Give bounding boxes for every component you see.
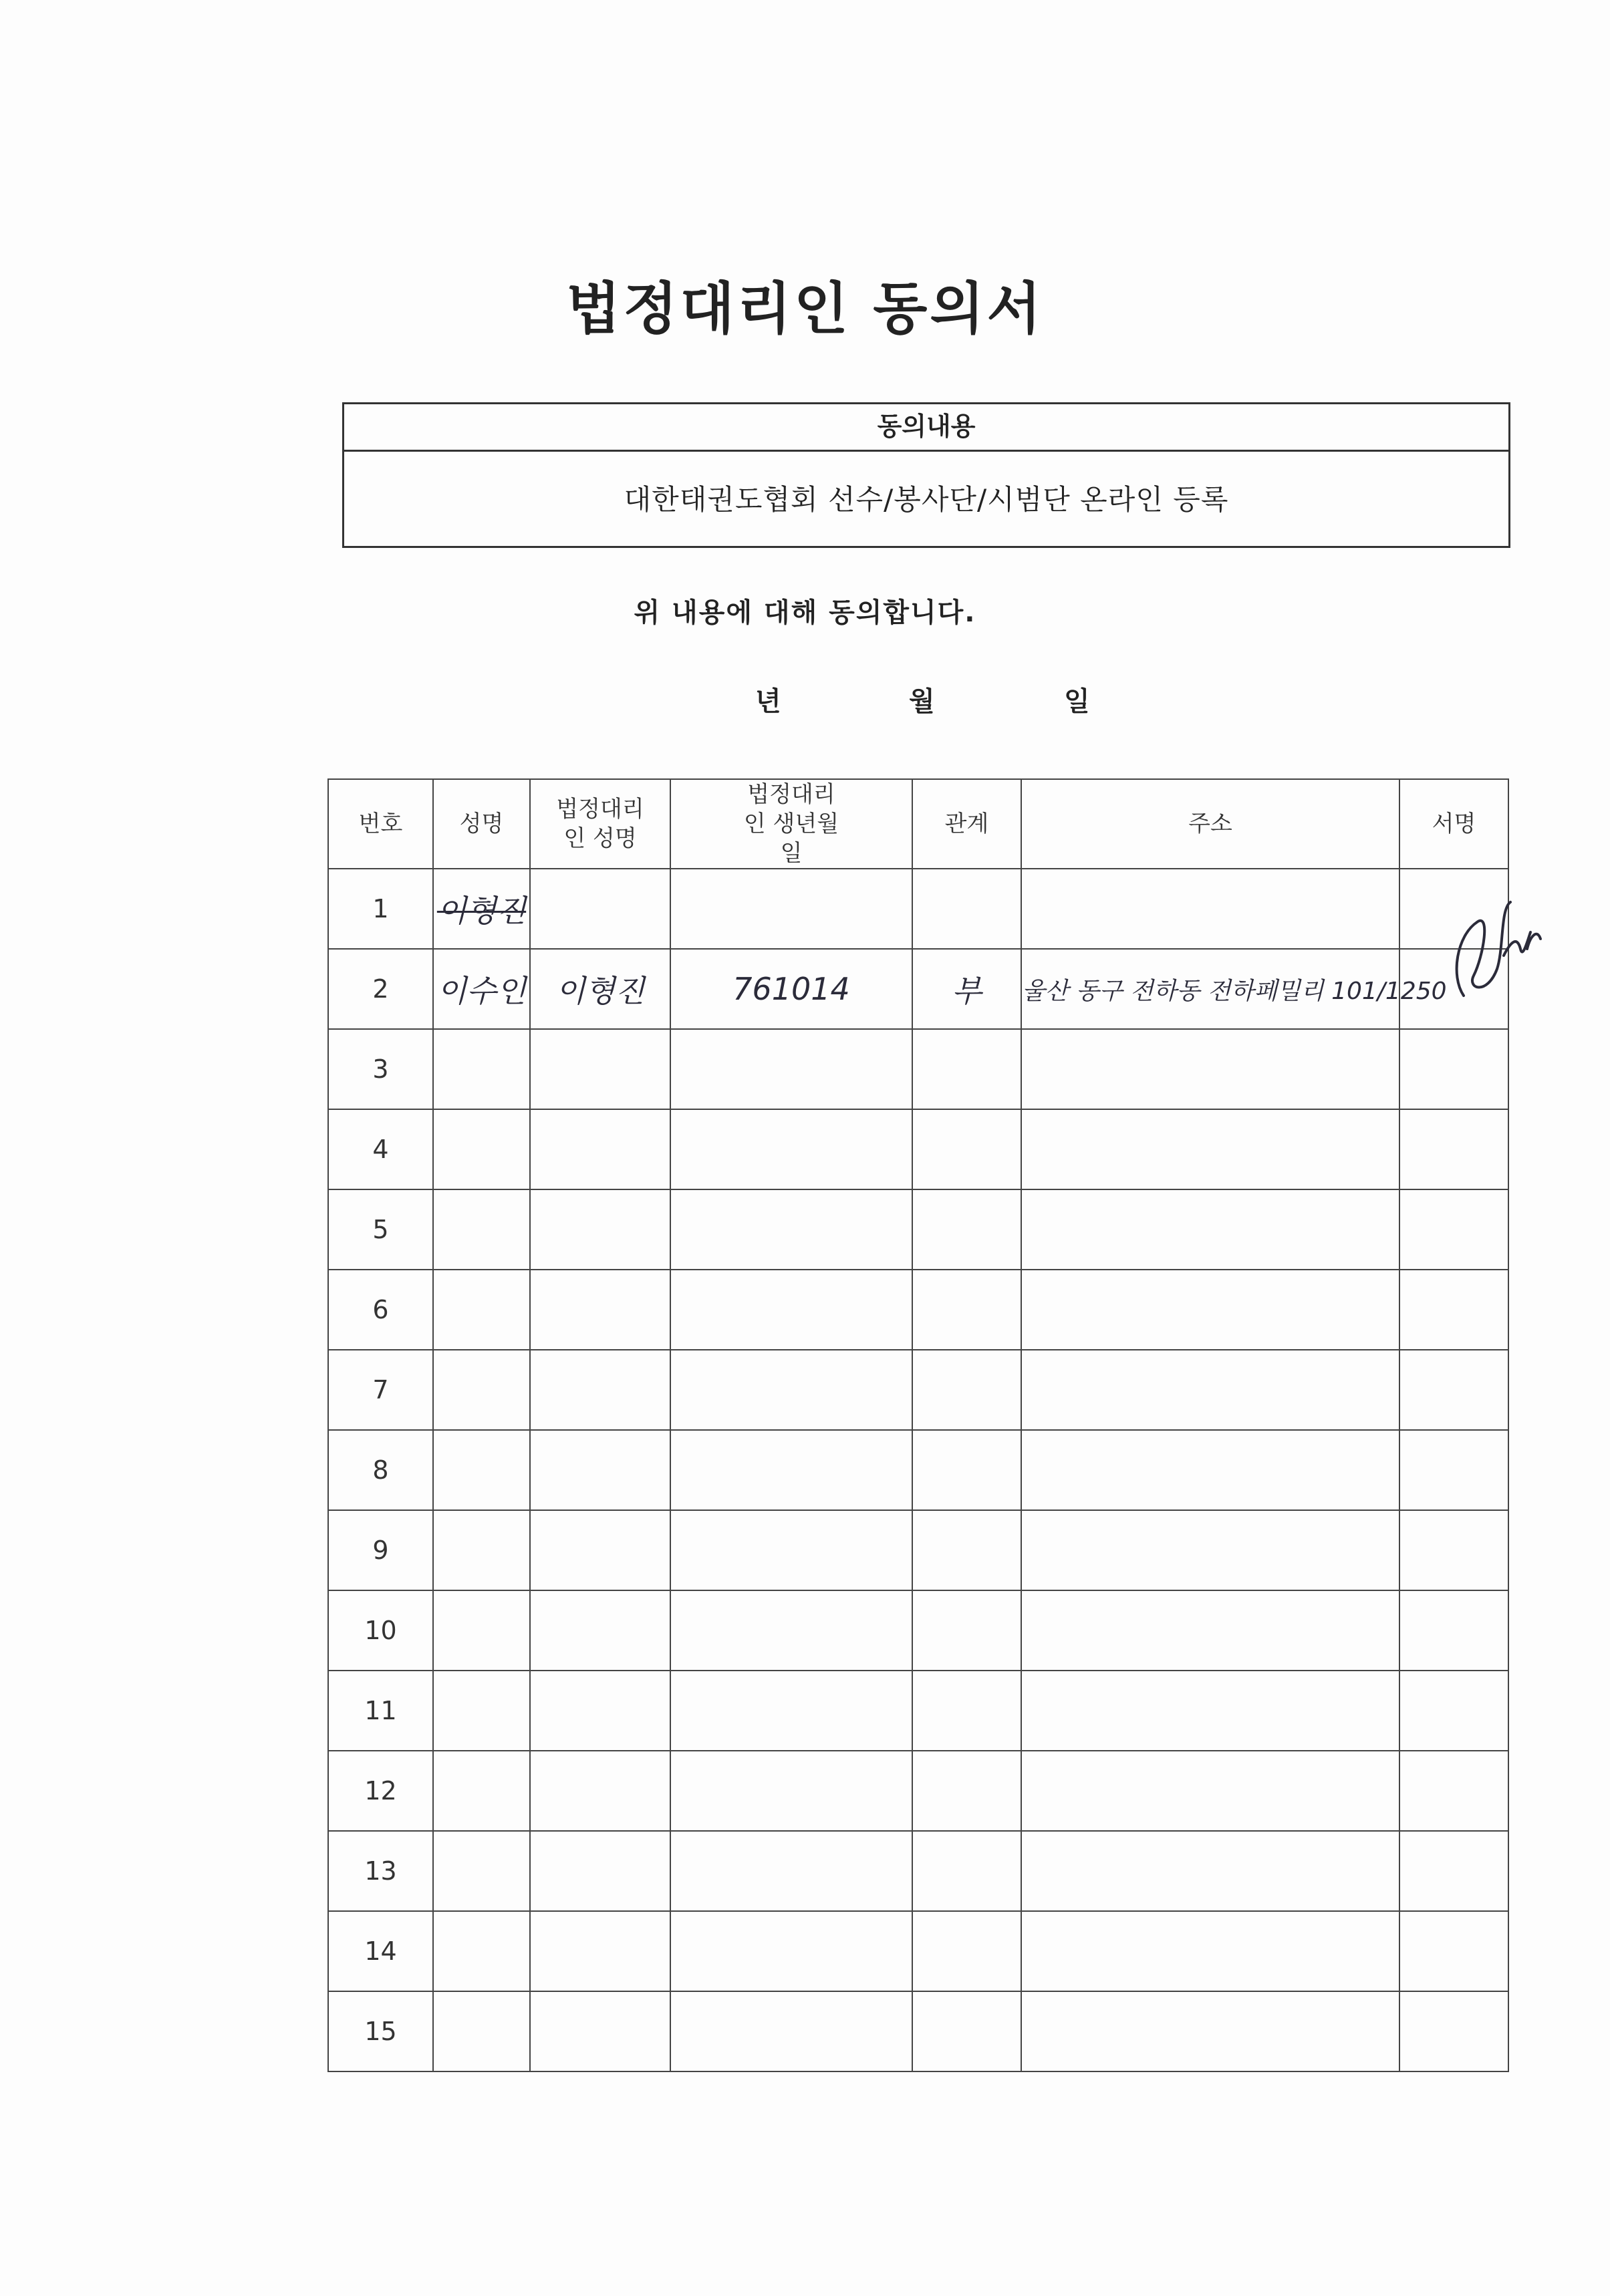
name-value: 이형진 bbox=[436, 893, 527, 929]
cell-signature bbox=[1399, 1911, 1508, 1991]
table-row bbox=[328, 1270, 1508, 1350]
cell-signature bbox=[1399, 1189, 1508, 1270]
cell-name bbox=[433, 1991, 530, 2071]
cell-no bbox=[328, 1109, 433, 1189]
consent-content-box bbox=[342, 402, 1510, 548]
date-day-label: 일 bbox=[1064, 686, 1090, 717]
cell-signature bbox=[1399, 1751, 1508, 1831]
table-row bbox=[328, 1430, 1508, 1510]
cell-relation bbox=[912, 1991, 1021, 2071]
cell-guardian-name bbox=[530, 1270, 670, 1350]
cell-guardian-name bbox=[530, 1189, 670, 1270]
table-row bbox=[328, 1991, 1508, 2071]
cell-name bbox=[433, 1831, 530, 1911]
cell-relation bbox=[912, 1270, 1021, 1350]
cell-address bbox=[1021, 1350, 1399, 1430]
cell-no bbox=[328, 1350, 433, 1430]
cell-address bbox=[1021, 1109, 1399, 1189]
cell-relation bbox=[912, 1831, 1021, 1911]
cell-address bbox=[1021, 1029, 1399, 1109]
header-guardian-name bbox=[530, 779, 670, 869]
cell-guardian-birth bbox=[670, 1109, 912, 1189]
cell-signature bbox=[1399, 1991, 1508, 2071]
header-guardian-name-label: 법정대리인 성명 bbox=[556, 796, 644, 852]
no-value: 5 bbox=[372, 1215, 389, 1244]
consent-content-body: 대한태권도협회 선수/봉사단/시범단 온라인 등록 bbox=[624, 483, 1229, 516]
no-value: 6 bbox=[372, 1295, 389, 1324]
table-row bbox=[328, 1590, 1508, 1671]
table-row bbox=[328, 1350, 1508, 1430]
cell-address bbox=[1021, 1590, 1399, 1671]
cell-name bbox=[433, 869, 530, 949]
cell-relation bbox=[912, 1911, 1021, 1991]
relation-value: 부 bbox=[952, 973, 982, 1009]
header-guardian-birth bbox=[670, 779, 912, 869]
no-value: 10 bbox=[364, 1616, 397, 1645]
header-signature: 서명 bbox=[1399, 779, 1508, 869]
cell-relation bbox=[912, 1109, 1021, 1189]
cell-signature bbox=[1399, 1831, 1508, 1911]
date-month-label: 월 bbox=[909, 686, 935, 717]
cell-name bbox=[433, 1751, 530, 1831]
cell-name bbox=[433, 1590, 530, 1671]
cell-name bbox=[433, 1029, 530, 1109]
no-value: 3 bbox=[372, 1054, 389, 1084]
cell-address bbox=[1021, 1831, 1399, 1911]
cell-relation bbox=[912, 1189, 1021, 1270]
cell-guardian-name bbox=[530, 1751, 670, 1831]
cell-guardian-name bbox=[530, 1911, 670, 1991]
no-value: 12 bbox=[364, 1776, 397, 1806]
cell-name bbox=[433, 1911, 530, 1991]
cell-guardian-birth bbox=[670, 1430, 912, 1510]
cell-guardian-birth bbox=[670, 1029, 912, 1109]
cell-address bbox=[1021, 1671, 1399, 1751]
cell-no bbox=[328, 1270, 433, 1350]
cell-no bbox=[328, 1911, 433, 1991]
cell-guardian-birth bbox=[670, 1831, 912, 1911]
cell-name bbox=[433, 1671, 530, 1751]
table-row bbox=[328, 869, 1508, 949]
table-row bbox=[328, 1911, 1508, 1991]
cell-address bbox=[1021, 1911, 1399, 1991]
cell-relation bbox=[912, 949, 1021, 1029]
cell-relation bbox=[912, 1029, 1021, 1109]
table-row bbox=[328, 1831, 1508, 1911]
cell-relation bbox=[912, 869, 1021, 949]
no-value: 7 bbox=[372, 1375, 389, 1405]
cell-signature bbox=[1399, 1270, 1508, 1350]
cell-name bbox=[433, 1430, 530, 1510]
cell-address bbox=[1021, 949, 1447, 1029]
cell-no bbox=[328, 1751, 433, 1831]
table-row bbox=[328, 1189, 1508, 1270]
cell-guardian-birth bbox=[670, 1350, 912, 1430]
no-value: 11 bbox=[364, 1696, 397, 1725]
date-year-label: 년 bbox=[755, 686, 781, 717]
cell-signature bbox=[1399, 1590, 1508, 1671]
cell-relation bbox=[912, 1430, 1021, 1510]
page-title: 법정대리인 동의서 bbox=[566, 276, 1044, 341]
cell-no bbox=[328, 1991, 433, 2071]
cell-no bbox=[328, 869, 433, 949]
table-row bbox=[328, 949, 1508, 1029]
cell-relation bbox=[912, 1510, 1021, 1590]
guardian-name-value: 이형진 bbox=[555, 973, 645, 1009]
cell-no bbox=[328, 1590, 433, 1671]
cell-no bbox=[328, 1189, 433, 1270]
no-value: 14 bbox=[364, 1936, 397, 1966]
registration-table bbox=[327, 778, 1509, 2072]
cell-guardian-birth bbox=[670, 1590, 912, 1671]
cell-no bbox=[328, 1671, 433, 1751]
cell-no bbox=[328, 1510, 433, 1590]
header-name: 성명 bbox=[433, 779, 530, 869]
cell-guardian-name bbox=[530, 949, 670, 1029]
cell-guardian-birth bbox=[670, 949, 912, 1029]
cell-guardian-birth bbox=[670, 869, 912, 949]
cell-guardian-birth bbox=[670, 1671, 912, 1751]
table-row bbox=[328, 1510, 1508, 1590]
cell-name bbox=[433, 1510, 530, 1590]
cell-guardian-name bbox=[530, 1029, 670, 1109]
header-address: 주소 bbox=[1021, 779, 1399, 869]
cell-address bbox=[1021, 1751, 1399, 1831]
no-value: 2 bbox=[372, 974, 389, 1004]
name-value: 이수인 bbox=[436, 973, 527, 1009]
cell-guardian-name bbox=[530, 1109, 670, 1189]
cell-name bbox=[433, 1109, 530, 1189]
header-no: 번호 bbox=[328, 779, 433, 869]
cell-signature bbox=[1399, 1430, 1508, 1510]
table-row bbox=[328, 1109, 1508, 1189]
cell-address bbox=[1021, 1189, 1399, 1270]
table-body bbox=[328, 869, 1508, 2071]
cell-guardian-name bbox=[530, 1991, 670, 2071]
cell-address bbox=[1021, 869, 1399, 949]
cell-guardian-name bbox=[530, 1430, 670, 1510]
consent-content-header: 동의내용 bbox=[344, 404, 1508, 452]
no-value: 8 bbox=[372, 1455, 389, 1485]
cell-name bbox=[433, 949, 530, 1029]
cell-no bbox=[328, 1430, 433, 1510]
cell-guardian-birth bbox=[670, 1270, 912, 1350]
header-guardian-birth-label: 법정대리인 생년월일 bbox=[743, 781, 839, 867]
cell-address bbox=[1021, 1991, 1399, 2071]
cell-guardian-birth bbox=[670, 1991, 912, 2071]
no-value: 1 bbox=[372, 894, 389, 923]
no-value: 9 bbox=[372, 1536, 389, 1565]
cell-guardian-name bbox=[530, 1831, 670, 1911]
cell-relation bbox=[912, 1671, 1021, 1751]
cell-no bbox=[328, 1831, 433, 1911]
cell-signature bbox=[1399, 1350, 1508, 1430]
cell-guardian-name bbox=[530, 1510, 670, 1590]
cell-address bbox=[1021, 1430, 1399, 1510]
cell-relation bbox=[912, 1350, 1021, 1430]
table-row bbox=[328, 1671, 1508, 1751]
cell-guardian-birth bbox=[670, 1911, 912, 1991]
cell-relation bbox=[912, 1590, 1021, 1671]
cell-guardian-birth bbox=[670, 1189, 912, 1270]
guardian-birth-value: 761014 bbox=[732, 971, 850, 1007]
cell-guardian-birth bbox=[670, 1751, 912, 1831]
cell-address bbox=[1021, 1510, 1399, 1590]
no-value: 15 bbox=[364, 2017, 397, 2046]
cell-address bbox=[1021, 1270, 1399, 1350]
cell-no bbox=[328, 949, 433, 1029]
cell-relation bbox=[912, 1751, 1021, 1831]
cell-name bbox=[433, 1270, 530, 1350]
cell-name bbox=[433, 1350, 530, 1430]
cell-guardian-name bbox=[530, 1671, 670, 1751]
cell-signature bbox=[1399, 1109, 1508, 1189]
cell-signature bbox=[1399, 1029, 1508, 1109]
agree-statement: 위 내용에 대해 동의합니다. bbox=[634, 597, 976, 628]
header-relation: 관계 bbox=[912, 779, 1021, 869]
cell-guardian-birth bbox=[670, 1510, 912, 1590]
cell-signature bbox=[1399, 1671, 1508, 1751]
cell-guardian-name bbox=[530, 1590, 670, 1671]
cell-guardian-name bbox=[530, 869, 670, 949]
cell-no bbox=[328, 1029, 433, 1109]
cell-guardian-name bbox=[530, 1350, 670, 1430]
cell-name bbox=[433, 1189, 530, 1270]
address-value: 울산 동구 전하동 전하페밀리 101/1250 bbox=[1022, 977, 1447, 1005]
no-value: 13 bbox=[364, 1856, 397, 1886]
no-value: 4 bbox=[372, 1135, 389, 1164]
cell-signature bbox=[1399, 1510, 1508, 1590]
handwritten-signature bbox=[1437, 895, 1544, 1022]
table-row bbox=[328, 1751, 1508, 1831]
table-row bbox=[328, 1029, 1508, 1109]
table-header-row bbox=[328, 779, 1508, 869]
